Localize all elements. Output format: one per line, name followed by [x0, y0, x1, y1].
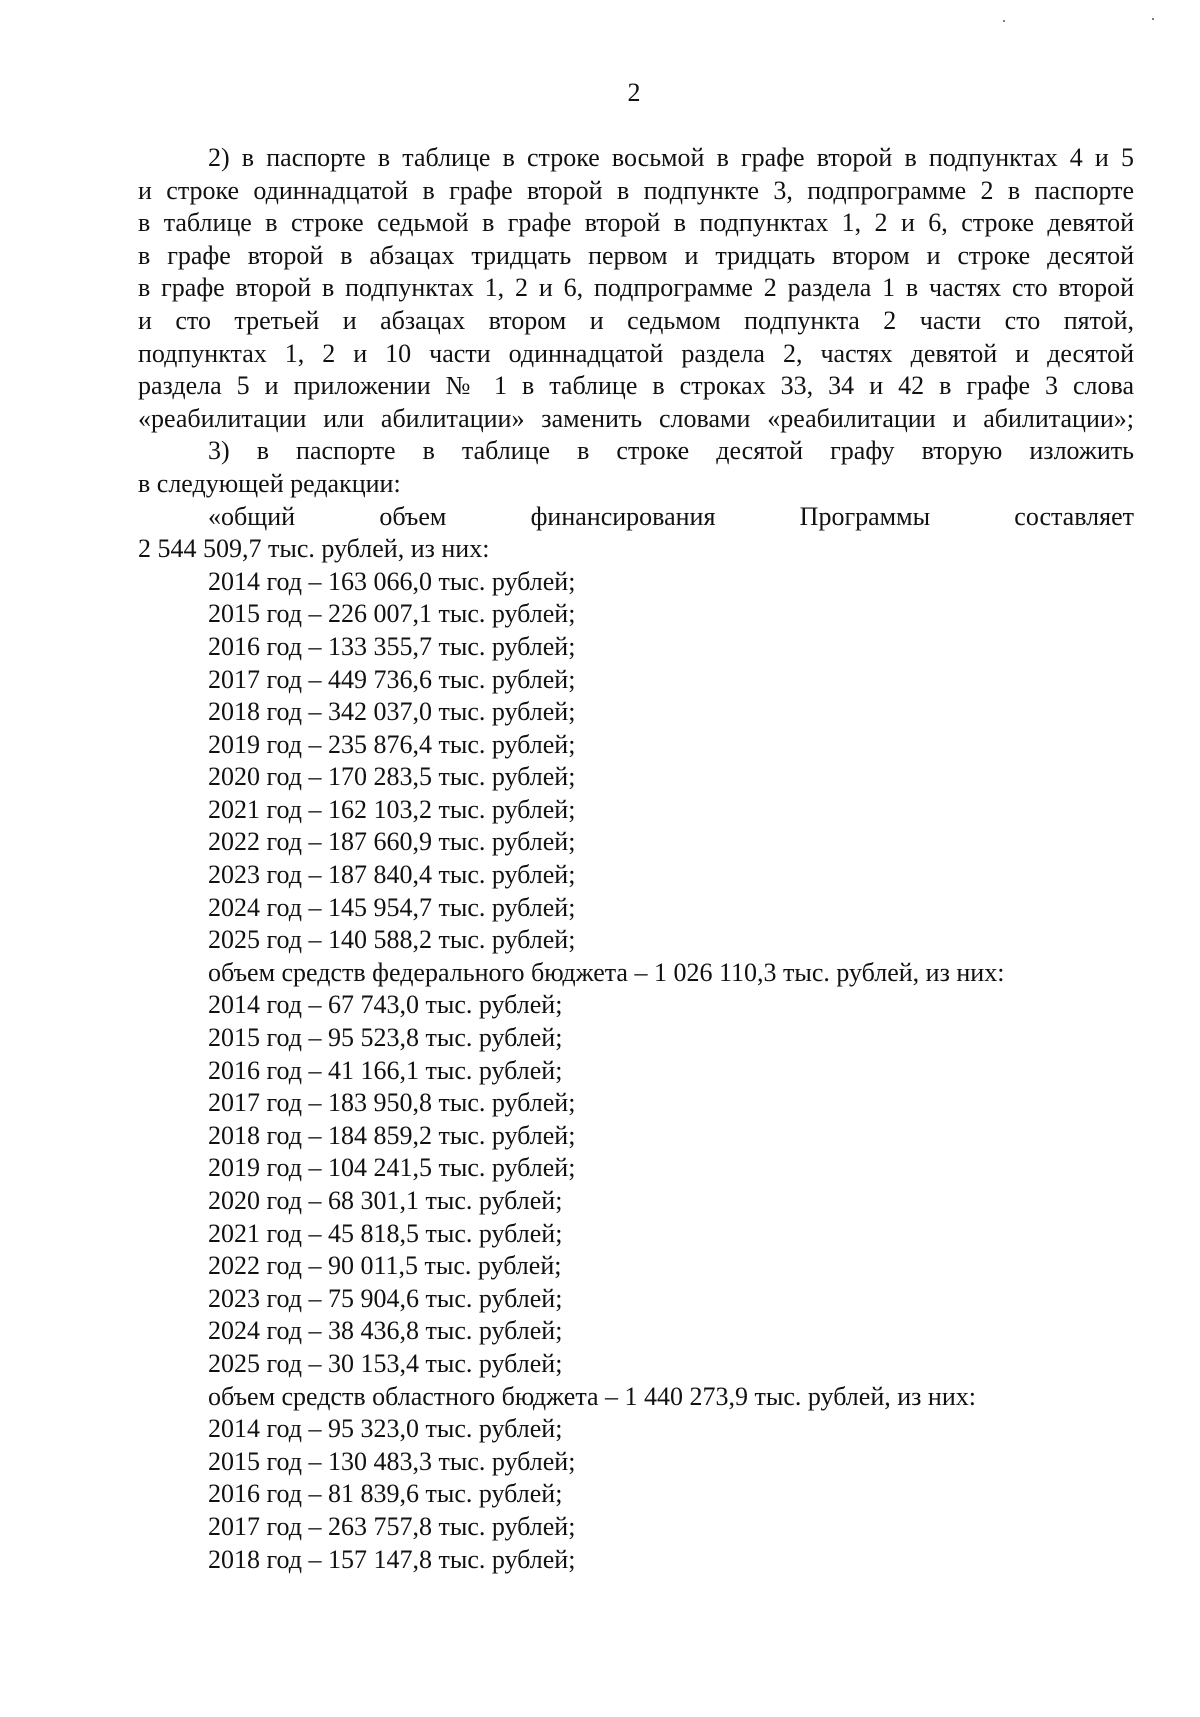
scan-speck [1152, 18, 1154, 20]
federal-year-line: 2021 год – 45 818,5 тыс. рублей; [208, 1218, 563, 1248]
federal-year-line: 2017 год – 183 950,8 тыс. рублей; [208, 1088, 576, 1118]
federal-year-line: 2014 год – 67 743,0 тыс. рублей; [208, 990, 563, 1020]
paragraph-3-line: в следующей редакции: [138, 468, 401, 498]
regional-year-line: 2018 год – 157 147,8 тыс. рублей; [208, 1544, 576, 1574]
scan-speck [1003, 20, 1005, 22]
total-year-line: 2014 год – 163 066,0 тыс. рублей; [208, 566, 576, 596]
regional-year-line: 2014 год – 95 323,0 тыс. рублей; [208, 1414, 563, 1444]
paragraph-2-line: «реабилитации или абилитации» заменить словами «реабилитации и абилитации»; [138, 403, 1134, 433]
federal-year-line: 2020 год – 68 301,1 тыс. рублей; [208, 1186, 563, 1215]
total-year-line: 2022 год – 187 660,9 тыс. рублей; [208, 827, 576, 857]
total-year-line: 2024 год – 145 954,7 тыс. рублей; [208, 892, 576, 922]
total-year-line: 2023 год – 187 840,4 тыс. рублей; [208, 860, 576, 890]
federal-year-line: 2022 год – 90 011,5 тыс. рублей; [208, 1251, 562, 1281]
federal-year-line: 2015 год – 95 523,8 тыс. рублей; [208, 1023, 563, 1053]
federal-year-line: 2016 год – 41 166,1 тыс. рублей; [208, 1055, 563, 1085]
total-financing-intro: «общий объем финансирования Программы составляет [208, 501, 1134, 531]
paragraph-2-line: и строке одиннадцатой в графе второй в подпункте 3, подпрограмме 2 в паспорте [138, 175, 1134, 205]
total-year-line: 2021 год – 162 103,2 тыс. рублей; [208, 794, 576, 824]
federal-year-line: 2025 год – 30 153,4 тыс. рублей; [208, 1348, 563, 1378]
regional-year-line: 2017 год – 263 757,8 тыс. рублей; [208, 1511, 576, 1541]
regional-year-line: 2015 год – 130 483,3 тыс. рублей; [208, 1446, 576, 1476]
paragraph-2-line: подпунктах 1, 2 и 10 части одиннадцатой раздела 2, частях девятой и десятой [138, 338, 1134, 368]
federal-year-line: 2023 год – 75 904,6 тыс. рублей; [208, 1283, 563, 1313]
total-year-line: 2020 год – 170 283,5 тыс. рублей; [208, 762, 576, 792]
paragraph-2-line: в графе второй в подпунктах 1, 2 и 6, подпрограмме 2 раздела 1 в частях сто второй [138, 273, 1134, 303]
page-number: 2 [627, 78, 641, 107]
regional-year-line: 2016 год – 81 839,6 тыс. рублей; [208, 1479, 563, 1509]
federal-year-line: 2018 год – 184 859,2 тыс. рублей; [208, 1120, 576, 1150]
paragraph-2-line: раздела 5 и приложении № 1 в таблице в строках 33, 34 и 42 в графе 3 слова [138, 371, 1134, 401]
paragraph-3-line: 3) в паспорте в таблице в строке десятой графу вторую изложить [208, 436, 1134, 466]
total-year-line: 2017 год – 449 736,6 тыс. рублей; [208, 664, 576, 694]
total-year-line: 2025 год – 140 588,2 тыс. рублей; [208, 925, 576, 955]
federal-year-line: 2019 год – 104 241,5 тыс. рублей; [208, 1153, 576, 1183]
total-year-line: 2018 год – 342 037,0 тыс. рублей; [208, 697, 576, 727]
paragraph-2-line: в графе второй в абзацах тридцать первом и тридцать втором и строке десятой [138, 240, 1134, 270]
total-year-line: 2016 год – 133 355,7 тыс. рублей; [208, 631, 576, 661]
total-year-line: 2019 год – 235 876,4 тыс. рублей; [208, 729, 576, 759]
regional-budget-intro: объем средств областного бюджета – 1 440 273,9 тыс. рублей, из них: [208, 1381, 976, 1411]
federal-budget-intro: объем средств федерального бюджета – 1 026 110,3 тыс. рублей, из них: [208, 957, 1005, 987]
federal-year-line: 2024 год – 38 436,8 тыс. рублей; [208, 1316, 563, 1346]
total-year-line: 2015 год – 226 007,1 тыс. рублей; [208, 599, 576, 629]
paragraph-2-line: 2) в паспорте в таблице в строке восьмой в графе второй в подпунктах 4 и 5 [208, 143, 1134, 172]
paragraph-2-line: и сто третьей и абзацах втором и седьмом подпункта 2 части сто пятой, [138, 305, 1134, 335]
total-financing-amount: 2 544 509,7 тыс. рублей, из них: [138, 534, 490, 564]
paragraph-2-line: в таблице в строке седьмой в графе второй в подпунктах 1, 2 и 6, строке девятой [138, 208, 1134, 238]
document-body [138, 142, 1134, 1576]
